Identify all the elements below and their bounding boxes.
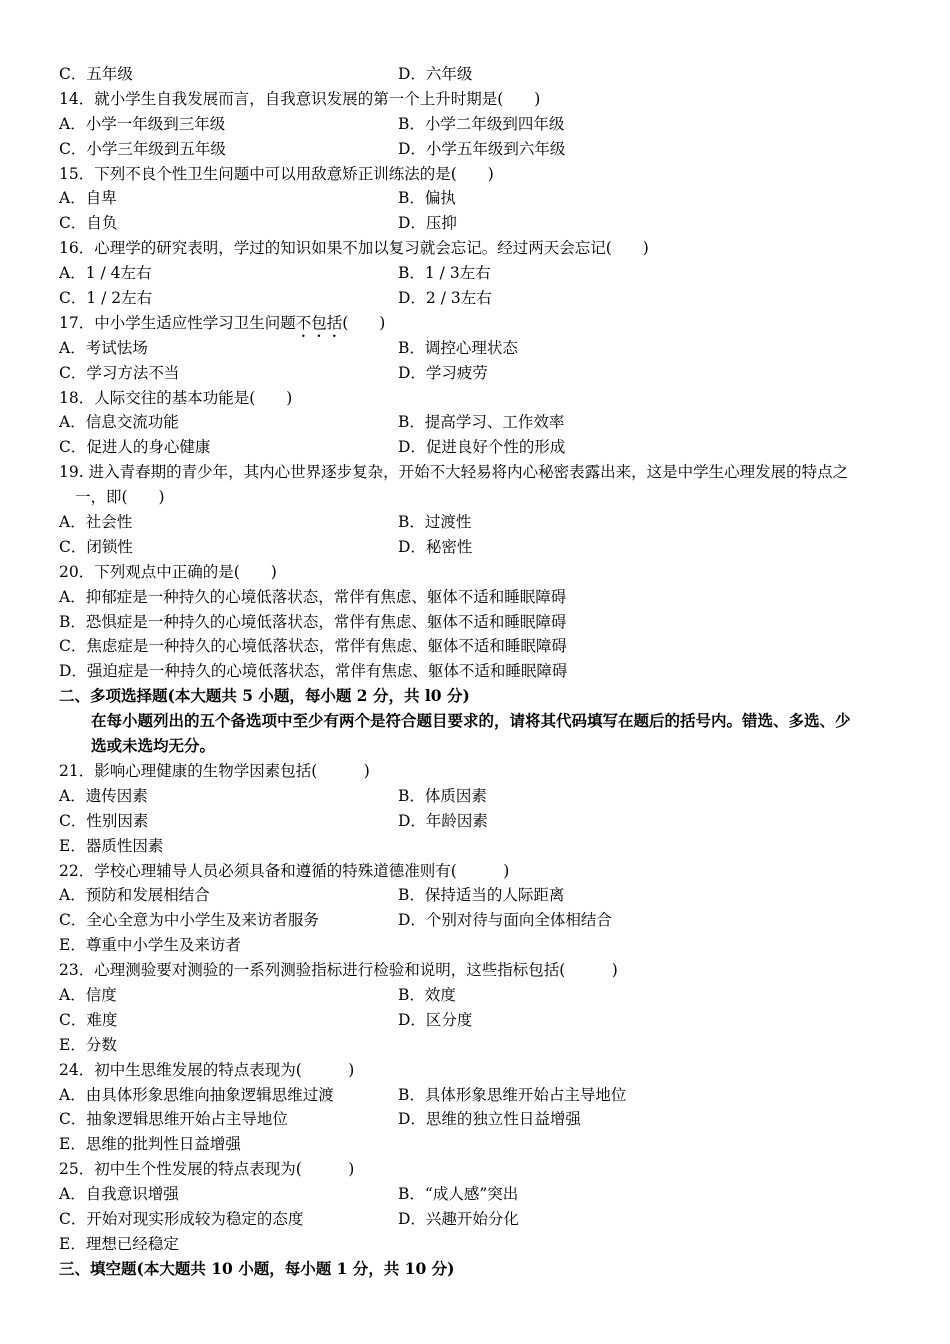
option-b: B．偏执 [398,189,456,208]
question-22-stem: 22．学校心理辅导人员必须具备和遵循的特殊道德准则有( ) [59,861,510,880]
exam-page [59,62,909,1282]
options-row [59,883,909,908]
options-row [59,908,909,933]
options-row [59,186,909,211]
option-c: C．闭锁性 [59,537,133,556]
option-c: C．抽象逻辑思维开始占主导地位 [59,1110,288,1129]
options-row [59,137,909,162]
options-row [59,784,909,809]
option-c: C．开始对现实形成较为稳定的态度 [59,1209,304,1228]
question-17-stem [59,311,909,336]
option-b: B．过渡性 [398,513,472,532]
option-a: A．自卑 [59,189,117,208]
options-row [59,410,909,435]
options-row [59,983,909,1008]
option-e: E．尊重中小学生及来访者 [59,936,241,955]
options-row [59,286,909,311]
options-row [59,1107,909,1132]
options-row [59,1182,909,1207]
option-b: B．效度 [398,985,456,1004]
option-a: A．遗传因素 [59,786,148,805]
section-3-heading: 三、填空题(本大题共 10 小题，每小题 1 分，共 10 分) [59,1258,455,1278]
option-d: D．促进良好个性的形成 [398,438,566,457]
question-19-stem-line1: 19. 进入青春期的青少年，其内心世界逐步复杂，开始不大轻易将内心秘密表露出来，这是中学生心理发展的特点之 [59,463,849,482]
options-row [59,361,909,386]
options-row [59,1008,909,1033]
option-a: A．预防和发展相结合 [59,886,210,905]
question-14-stem: 14．就小学生自我发展而言，自我意识发展的第一个上升时期是( ) [59,89,541,108]
options-row [59,535,909,560]
question-23-stem: 23．心理测验要对测验的一系列测验指标进行检验和说明，这些指标包括( ) [59,961,618,980]
option-e: E．器质性因素 [59,836,164,855]
option-c: C．促进人的身心健康 [59,438,211,457]
option-a: A．1 / 4左右 [59,264,152,283]
section-2-instruction-line2: 选或未选均无分。 [91,736,216,756]
question-19-stem-line2: 一，即( ) [75,488,165,507]
option-e: E．思维的批判性日益增强 [59,1135,241,1154]
options-row [59,1207,909,1232]
option-d: D．思维的独立性日益增强 [398,1110,581,1129]
option-d: D．小学五年级到六年级 [398,139,566,158]
options-row [59,809,909,834]
option-e: E．分数 [59,1035,117,1054]
option-c: C．焦虑症是一种持久的心境低落状态，常伴有焦虑、躯体不适和睡眠障碍 [59,637,567,656]
option-c: C．难度 [59,1010,118,1029]
option-a: A．社会性 [59,513,133,532]
stem-text: 17．中小学生适应性学习卫生问题 [59,313,296,332]
option-d: D．2 / 3左右 [398,289,492,308]
emphasized-text: 不包括 [295,313,343,332]
option-d: D．年龄因素 [398,811,488,830]
question-20-stem: 20．下列观点中正确的是( ) [59,562,277,581]
options-row [59,211,909,236]
option-c: C．自负 [59,214,118,233]
option-d: D．兴趣开始分化 [398,1209,519,1228]
option-c: C．1 / 2左右 [59,289,153,308]
options-row [59,1083,909,1108]
option-b: B．提高学习、工作效率 [398,413,565,432]
question-21-stem: 21．影响心理健康的生物学因素包括( ) [59,761,370,780]
option-b: B．保持适当的人际距离 [398,886,565,905]
option-d: D．六年级 [398,65,473,83]
option-c: C．性别因素 [59,811,149,830]
option-b: B．1 / 3左右 [398,264,491,283]
options-row [59,261,909,286]
option-b: B．“成人感”突出 [398,1185,519,1204]
option-a: A．抑郁症是一种持久的心境低落状态，常伴有焦虑、躯体不适和睡眠障碍 [59,587,567,606]
option-b: B．调控心理状态 [398,338,518,357]
option-c: C．小学三年级到五年级 [59,139,226,158]
option-a: A．信度 [59,985,117,1004]
option-b: B．恐惧症是一种持久的心境低落状态，常伴有焦虑、躯体不适和睡眠障碍 [59,612,567,631]
option-b: B．具体形象思维开始占主导地位 [398,1085,627,1104]
option-a: A．小学一年级到三年级 [59,114,226,133]
question-15-stem: 15．下列不良个性卫生问题中可以用敌意矫正训练法的是( ) [59,164,494,183]
option-a: A．考试怯场 [59,338,148,357]
option-d: D．秘密性 [398,537,473,556]
option-d: D．区分度 [398,1010,473,1029]
options-row [59,510,909,535]
options-row [59,336,909,361]
option-a: A．信息交流功能 [59,413,179,432]
options-row [59,62,909,87]
options-row [59,112,909,137]
options-row [59,435,909,460]
option-c: C．五年级 [59,65,133,83]
question-16-stem: 16．心理学的研究表明，学过的知识如果不加以复习就会忘记。经过两天会忘记( ) [59,239,649,258]
option-b: B．体质因素 [398,786,487,805]
option-b: B．小学二年级到四年级 [398,114,565,133]
option-a: A．自我意识增强 [59,1185,179,1204]
option-d: D．强迫症是一种持久的心境低落状态，常伴有焦虑、躯体不适和睡眠障碍 [59,662,568,681]
option-c: C．学习方法不当 [59,363,180,382]
option-d: D．压抑 [398,214,457,233]
option-e: E．理想已经稳定 [59,1234,179,1253]
option-a: A．由具体形象思维向抽象逻辑思维过渡 [59,1085,334,1104]
question-18-stem: 18．人际交往的基本功能是( ) [59,388,293,407]
question-25-stem: 25．初中生个性发展的特点表现为( ) [59,1160,355,1179]
answer-blank: ( ) [342,313,386,332]
section-2-instruction-line1: 在每小题列出的五个备选项中至少有两个是符合题目要求的，请将其代码填写在题后的括号内。错选、多选、少 [91,711,851,731]
section-2-heading: 二、多项选择题(本大题共 5 小题，每小题 2 分，共 l0 分) [59,686,470,706]
question-24-stem: 24．初中生思维发展的特点表现为( ) [59,1060,355,1079]
option-d: D．学习疲劳 [398,363,488,382]
option-d: D．个别对待与面向全体相结合 [398,911,612,930]
option-c: C．全心全意为中小学生及来访者服务 [59,911,319,930]
